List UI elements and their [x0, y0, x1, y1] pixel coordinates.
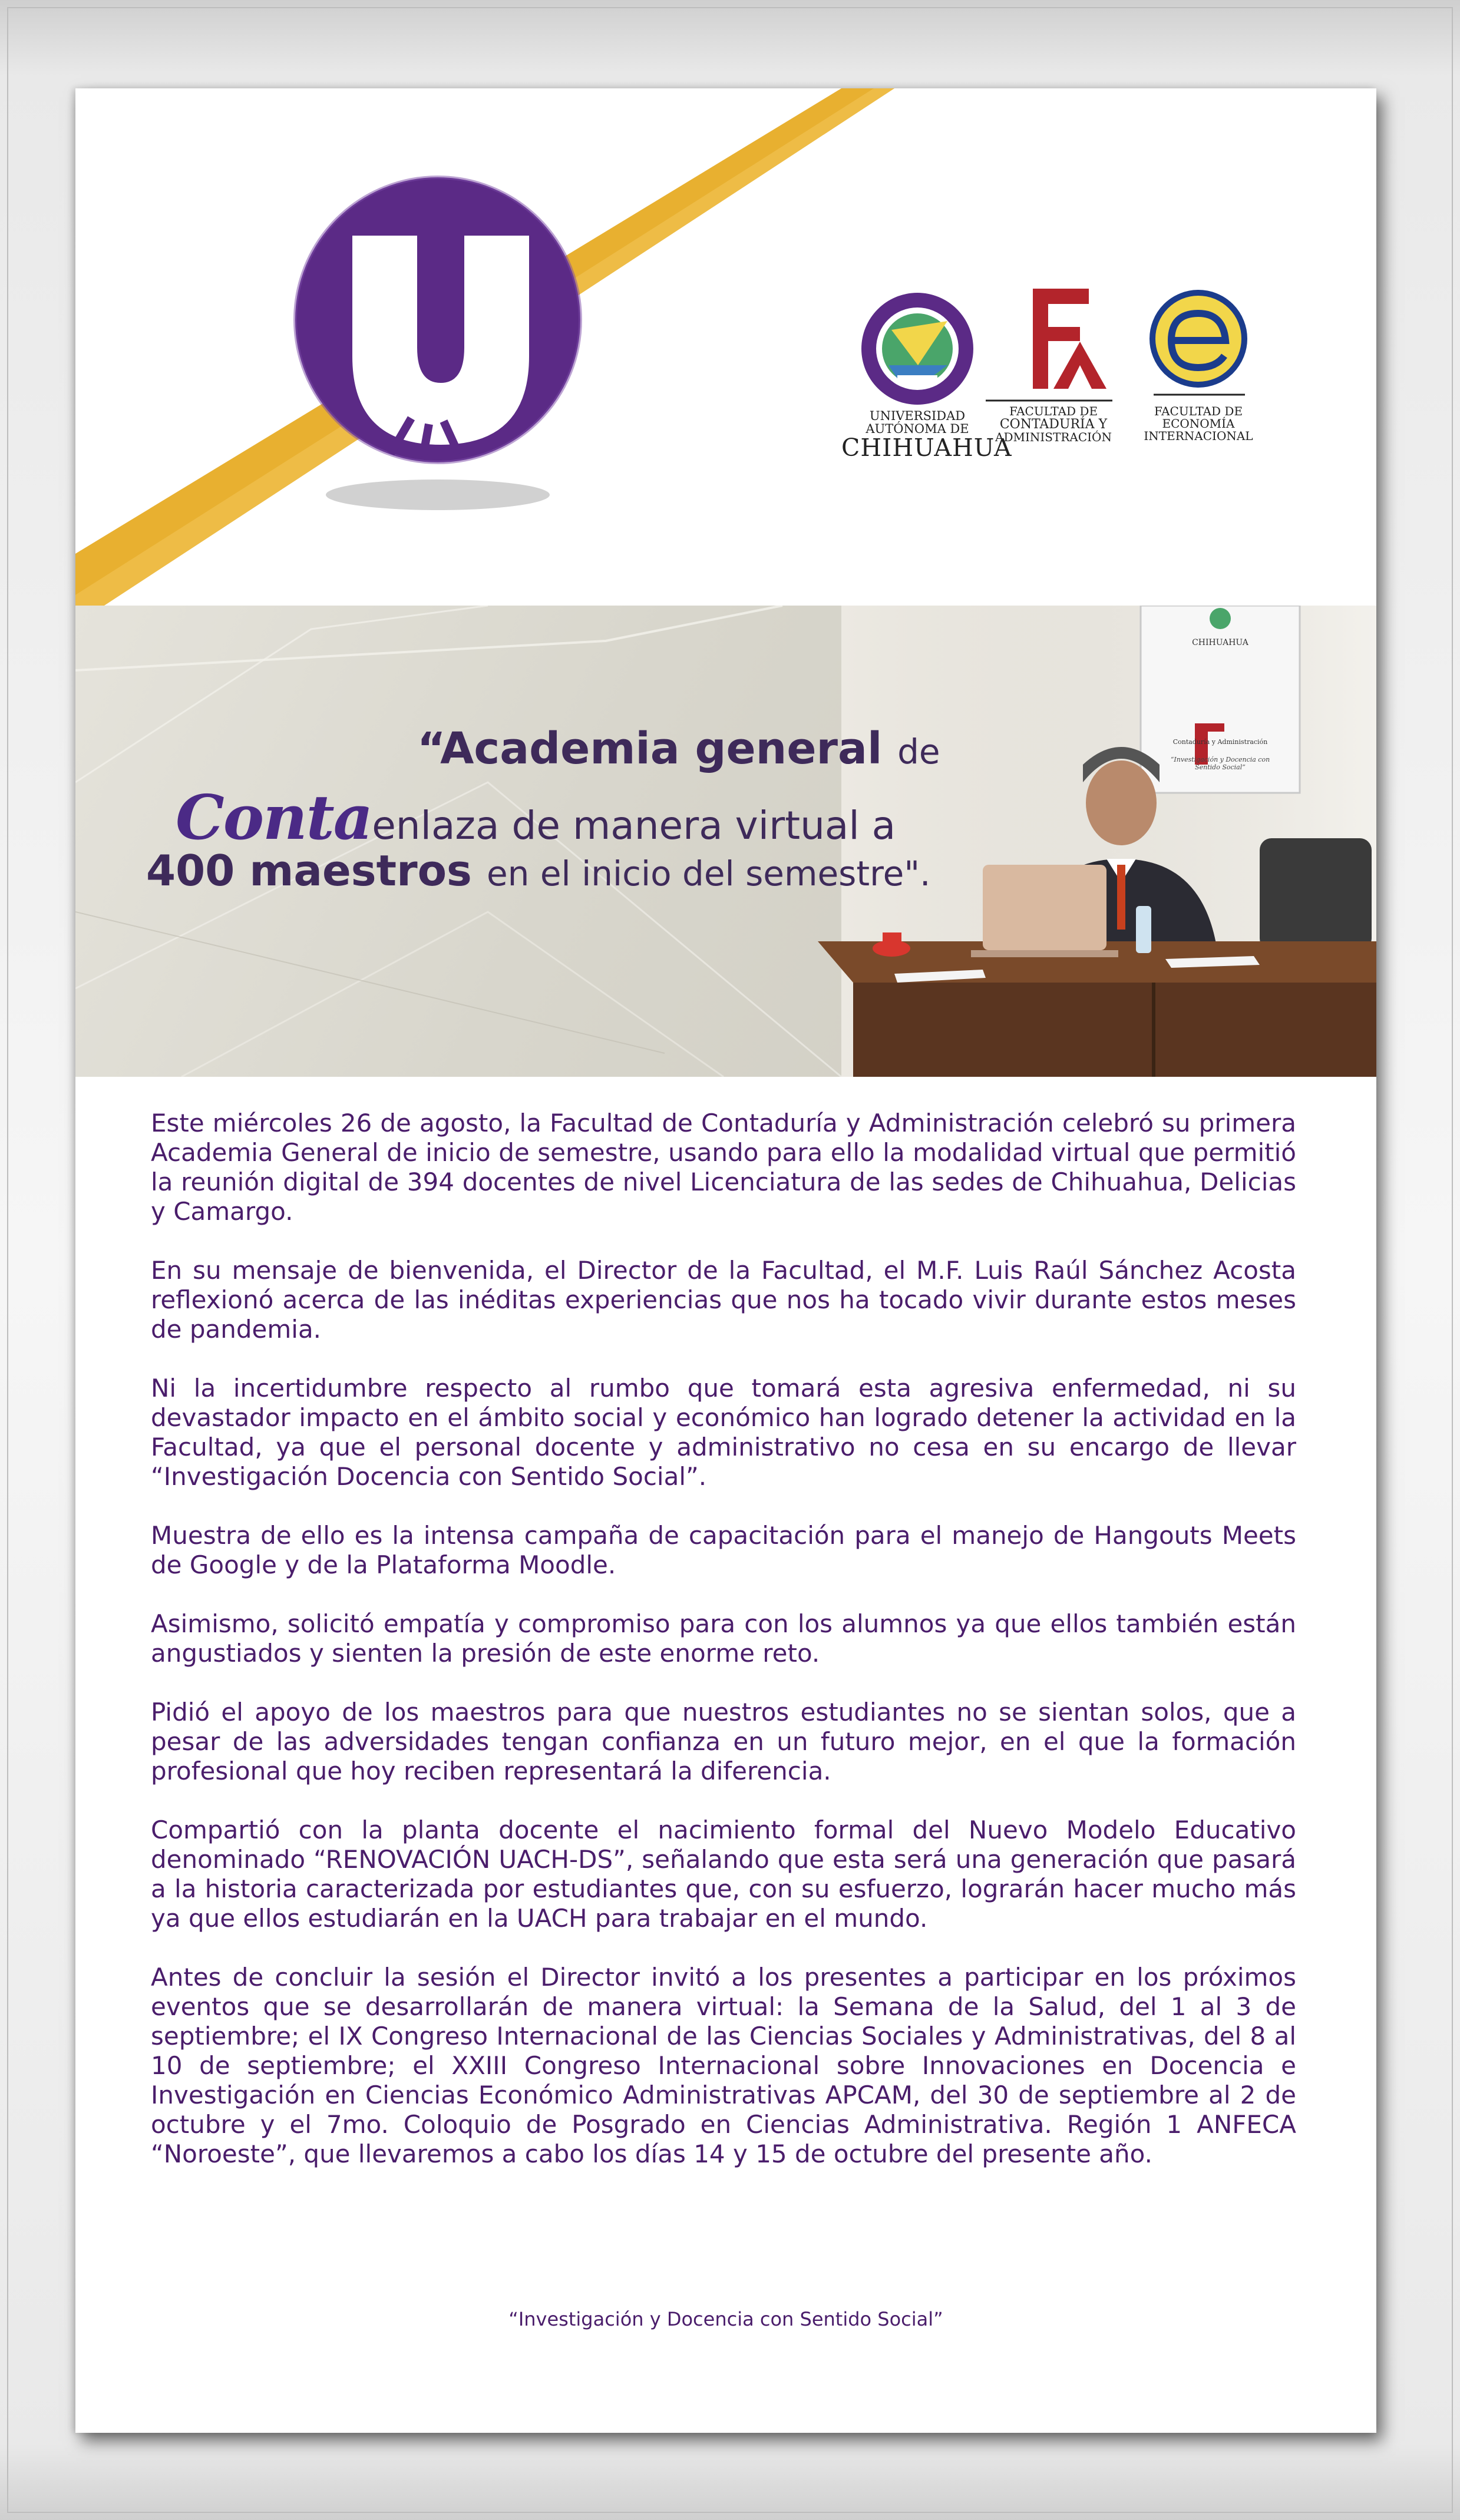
uach-seal-icon — [861, 293, 973, 405]
footer-slogan: “Investigación y Docencia con Sentido Social” — [508, 2308, 943, 2330]
headline-part3: en el inicio del semestre". — [486, 854, 931, 894]
headline-part1-small: de — [897, 732, 940, 772]
paragraph: Asimismo, solicitó empatía y compromiso para con los alumnos ya que ellos también están angustiados y sienten la presión de este enorme reto. — [151, 1609, 1296, 1668]
paragraph: Este miércoles 26 de agosto, la Facultad de Contaduría y Administración celebró su primera Academia General de inicio de semestre, usando para ello la modalidad virtual que permitió la reunión digital de 394 docentes de nivel Licenciatura de las sedes de Chihuahua, Delicias y Camargo. — [151, 1109, 1296, 1226]
fei-logo-label — [1136, 405, 1261, 442]
uach-logo-label — [841, 409, 1012, 462]
headline-line3 — [146, 846, 930, 895]
paragraph: Muestra de ello es la intensa campaña de capacitación para el manejo de Hangouts Meets de Google y de la Plataforma Moodle. — [151, 1521, 1296, 1579]
fei-label-line1: FACULTAD DE — [1154, 404, 1243, 418]
wall-uach-label: CHIHUAHUA — [1192, 638, 1248, 647]
article-body — [151, 1109, 1296, 2198]
director-photo — [818, 606, 1376, 1077]
paragraph: En su mensaje de bienvenida, el Director de la Facultad, el M.F. Luis Raúl Sánchez Acosta reflexionó acerca de las inéditas experiencias que nos ha tocado vivir durante estos meses de pandemia. — [151, 1256, 1296, 1344]
uach-label-line2: CHIHUAHUA — [841, 434, 1012, 462]
fei-label-line2: ECONOMÍA — [1162, 416, 1235, 431]
paragraph: Pidió el apoyo de los maestros para que nuestros estudiantes no se sientan solos, que a pesar de las adversidades tengan confianza en un futuro mejor, en el que la formación profesional que hoy reciben representará la diferencia. — [151, 1698, 1296, 1785]
fca-label-line1: FACULTAD DE — [1009, 404, 1098, 418]
headline-banner — [75, 606, 1376, 1077]
header — [75, 88, 1376, 606]
fca-label-line2: CONTADURÍA Y — [999, 417, 1108, 432]
fca-logo-icon — [986, 289, 1112, 401]
wall-fca-label: Contaduría y Administración — [1172, 738, 1268, 746]
headline-script-word: Conta — [176, 781, 372, 854]
headline-part2: enlaza de manera virtual a — [372, 803, 896, 848]
uach-label-line1: UNIVERSIDAD AUTÓNOMA DE — [866, 409, 969, 436]
paragraph: Compartió con la planta docente el nacimiento formal del Nuevo Modelo Educativo denominado “RENOVACIÓN UACH-DS”, señalando que esta será una generación que pasará a la historia caracterizada por estudiantes que, con su esfuerzo, lograrán hacer mucho más ya que ellos estudiarán en la UACH para trabajar en el mundo. — [151, 1815, 1296, 1933]
paragraph: Ni la incertidumbre respecto al rumbo que tomará esta agresiva enfermedad, ni su devastador impacto en el ámbito social y económico han logrado detener la actividad en la Facultad, ya que el personal docente y administrativo no cesa en su encargo de llevar “Investigación Docencia con Sentido Social”. — [151, 1374, 1296, 1491]
headline-part1: “Academia general — [417, 723, 883, 774]
header-graphics — [75, 88, 1376, 606]
headline-line2 — [176, 781, 896, 854]
fei-logo-icon — [1152, 293, 1245, 395]
wall-slogan: “Investigación y Docencia con Sentido Social” — [1170, 756, 1270, 771]
u-logo — [295, 177, 580, 462]
headline-part3-big: 400 maestros — [146, 846, 472, 895]
paragraph: Antes de concluir la sesión el Director invitó a los presentes a participar en los próximos eventos que se desarrollarán de manera virtual: la Semana de la Salud, del 1 al 3 de septiembre; el IX Congreso Internacional de las Ciencias Sociales y Administrativas, del 8 al 10 de septiembre; el XXIII Congreso Internacional sobre Innovaciones en Docencia e Investigación en Ciencias Económico Administrativas APCAM, del 30 de septiembre al 2 de octubre y el 7mo. Coloquio de Posgrado en Ciencias Administrativa. Región 1 ANFECA “Noroeste”, que llevaremos a cabo los días 14 y 15 de octubre del presente año. — [151, 1963, 1296, 2168]
fei-label-line3: INTERNACIONAL — [1144, 429, 1253, 443]
fca-label-line3: ADMINISTRACIÓN — [995, 430, 1112, 445]
fca-logo-label — [983, 405, 1124, 444]
headline-line1 — [417, 723, 940, 774]
news-card — [75, 88, 1376, 2433]
